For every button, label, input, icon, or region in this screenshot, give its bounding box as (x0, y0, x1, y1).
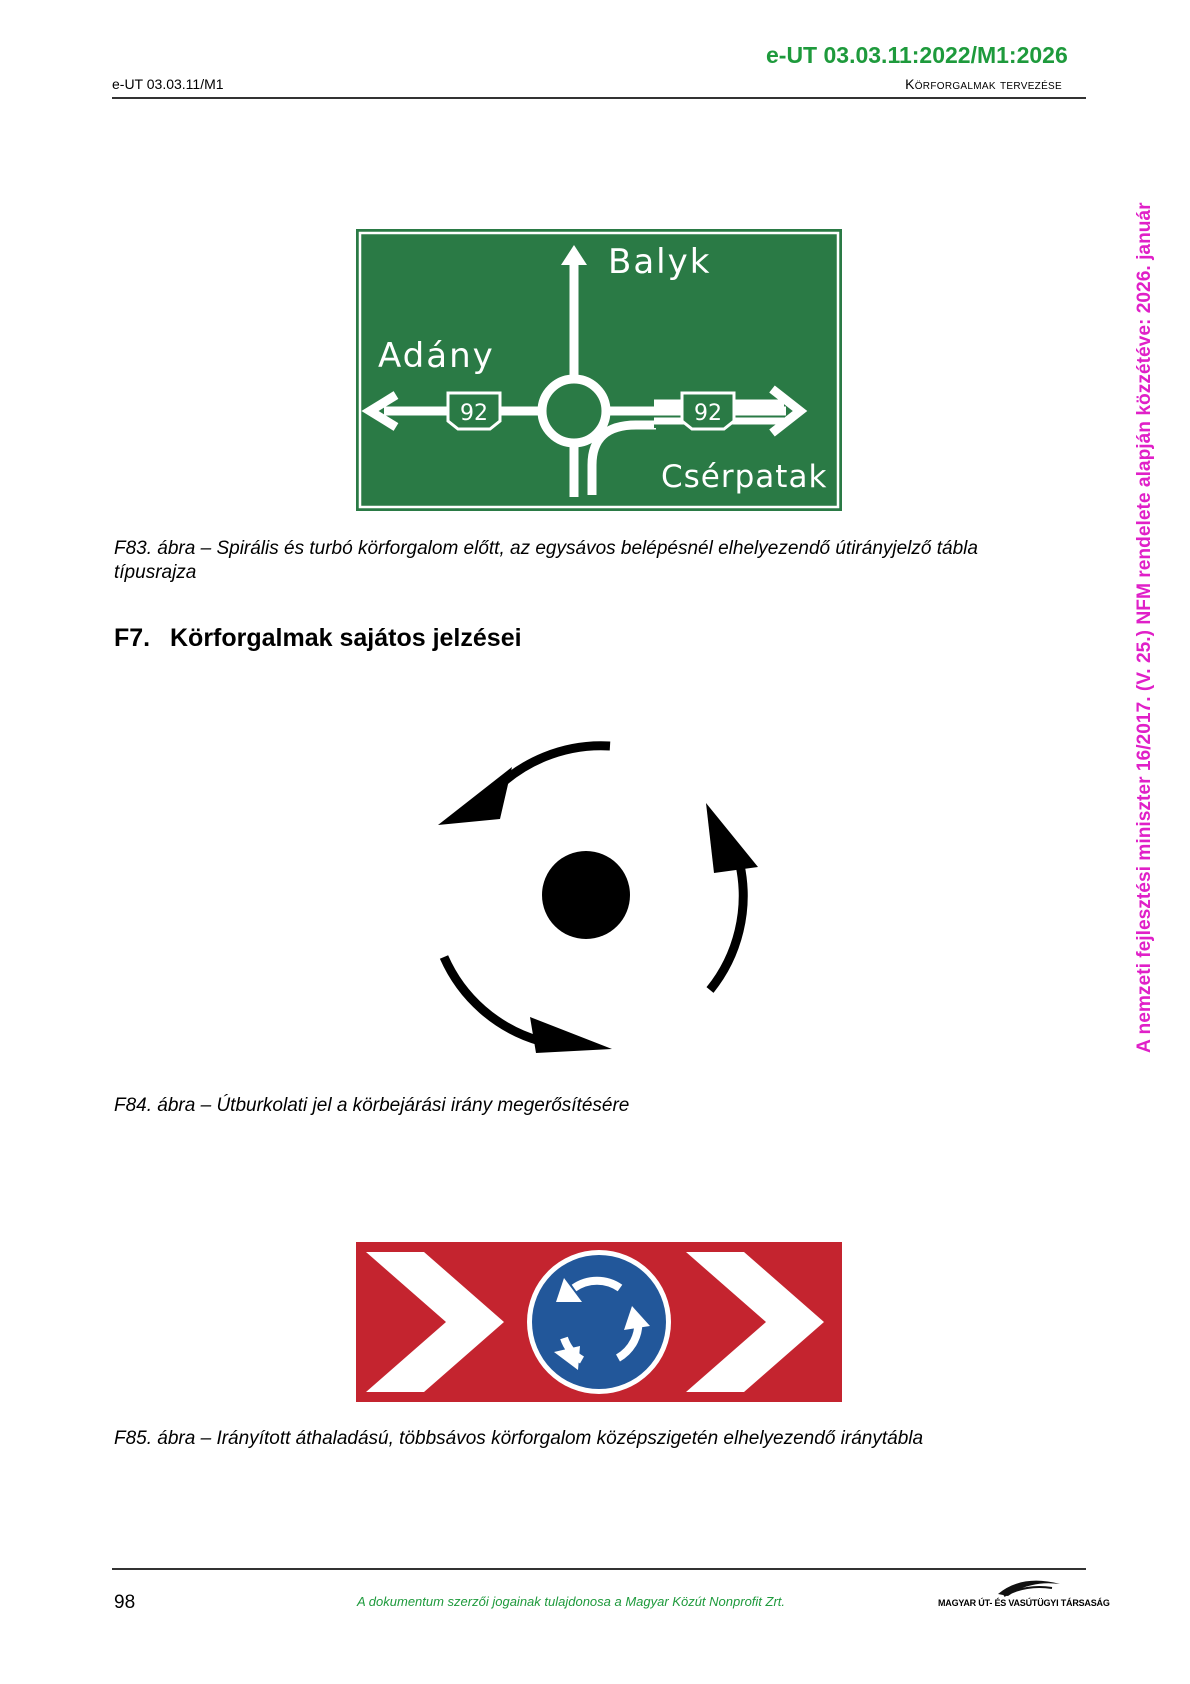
footer-rule (112, 1568, 1086, 1570)
central-island-dot (542, 851, 630, 939)
section-number: F7. (114, 624, 151, 652)
copyright-note: A dokumentum szerzői jogainak tulajdonosa a Magyar Közút Nonprofit Zrt. (357, 1594, 786, 1609)
destination-right: Csérpatak (661, 459, 828, 495)
section-title: Körforgalmak sajátos jelzései (170, 624, 522, 652)
chevron-board-figure (356, 1242, 842, 1402)
society-logo-text: MAGYAR ÚT- ÉS VASÚTÜGYI TÁRSASÁG (938, 1598, 1110, 1608)
figure-caption-f85: F85. ábra – Irányított áthaladású, többsávos körforgalom középszigetén elhelyezendő iránytábla (114, 1428, 924, 1449)
destination-left: Adány (378, 336, 495, 376)
header-rule (112, 97, 1086, 99)
document-short-code: e-UT 03.03.11/M1 (112, 76, 224, 92)
running-section-title: Körforgalmak tervezése (905, 76, 1062, 92)
arc-right (710, 865, 743, 990)
roundabout-mandatory-sign (527, 1250, 671, 1394)
figure-caption-f84: F84. ábra – Útburkolati jel a körbejárási irány megerősítésére (114, 1095, 630, 1116)
arrow-head-bottom (530, 1017, 612, 1053)
arrow-head-right (706, 803, 758, 873)
arrow-head-top (438, 767, 512, 825)
route-shield-right (682, 393, 734, 429)
document-code: e-UT 03.03.11:2022/M1:2026 (766, 42, 1068, 68)
arc-bottom (444, 957, 540, 1041)
figure-caption-f83: F83. ábra – Spirális és turbó körforgalom előtt, az egysávos belépésnél elhelyezendő útirányjelző tábla típusrajza (114, 538, 978, 583)
svg-text:92: 92 (694, 401, 722, 426)
route-shield-left (448, 393, 500, 429)
publication-side-note: A nemzeti fejlesztési miniszter 16/2017. (V. 25.) NFM rendelete alapján közzétéve: 2026. január (1134, 202, 1155, 1053)
society-logo (934, 1572, 1086, 1616)
direction-sign-figure (356, 229, 842, 511)
svg-text:92: 92 (460, 401, 488, 426)
section-heading (114, 624, 522, 653)
destination-up: Balyk (608, 242, 712, 282)
page-number: 98 (114, 1592, 136, 1613)
pavement-marking-figure (430, 735, 770, 1075)
